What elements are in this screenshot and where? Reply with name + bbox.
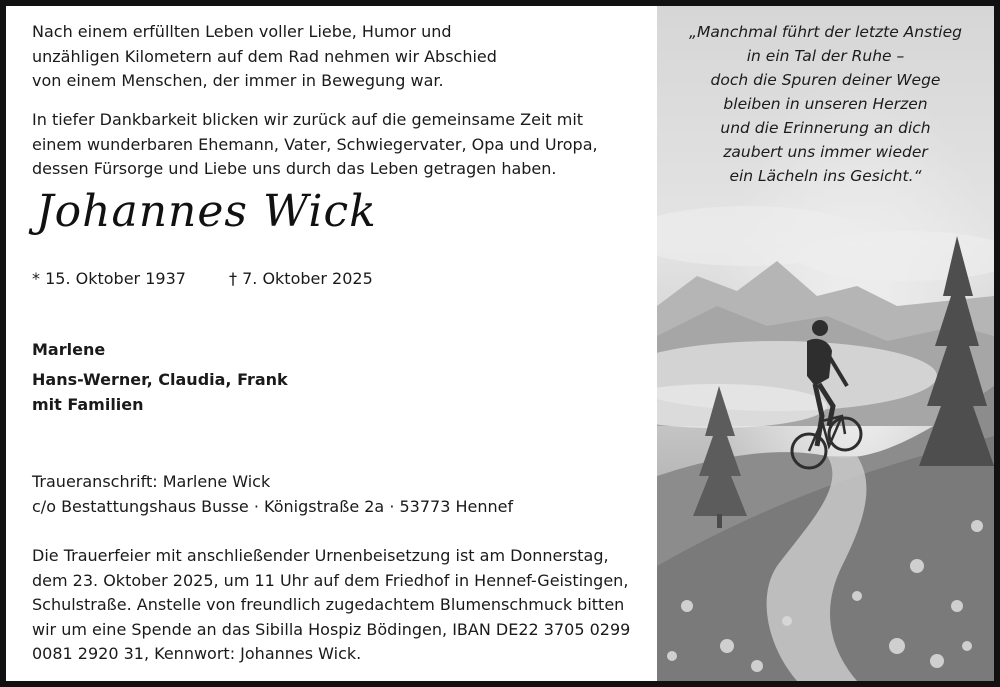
- death-date: † 7. Oktober 2025: [229, 269, 373, 288]
- mourner-spouse: Marlene: [32, 340, 106, 359]
- memorial-image-panel: [657, 6, 994, 681]
- thanks-paragraph: In tiefer Dankbarkeit blicken wir zurück auf die gemeinsame Zeit mit einem wunderbaren Ehemann, Vater, Schwiegervater, Opa und Uropa, dessen Fürsorge und Liebe uns durch das Leben getragen haben.: [32, 110, 598, 178]
- intro-paragraph: Nach einem erfüllten Leben voller Liebe, Humor und unzähligen Kilometern auf dem Rad nehmen wir Abschied von einem Menschen, der immer in Bewegung war.: [32, 22, 497, 90]
- funeral-service-info: Die Trauerfeier mit anschließender Urnenbeisetzung ist am Donnerstag, dem 23. Oktober 2025, um 11 Uhr auf dem Friedhof in Hennef-Geistingen, Schulstraße. Anstelle von freundlich zugedachtem Blumenschmuck bitten wir um eine Spende an das Sibilla Hospiz Bödingen, IBAN DE22 3705 0299 0081 2920 31, Kennwort: Johannes Wick.: [32, 546, 631, 663]
- deceased-name: Johannes Wick: [36, 186, 377, 237]
- mourner-family: Hans-Werner, Claudia, Frank mit Familien: [32, 370, 288, 414]
- birth-date: * 15. Oktober 1937: [32, 269, 186, 288]
- memorial-quote: „Manchmal führt der letzte Anstieg in ein Tal der Ruhe – doch die Spuren deiner Wege bleiben in unseren Herzen und die Erinnerung an dich zaubert uns immer wieder ein Lächeln ins Gesicht.“: [689, 23, 962, 185]
- mourning-address: Traueranschrift: Marlene Wick c/o Bestattungshaus Busse · Königstraße 2a · 53773 Hennef: [32, 472, 514, 516]
